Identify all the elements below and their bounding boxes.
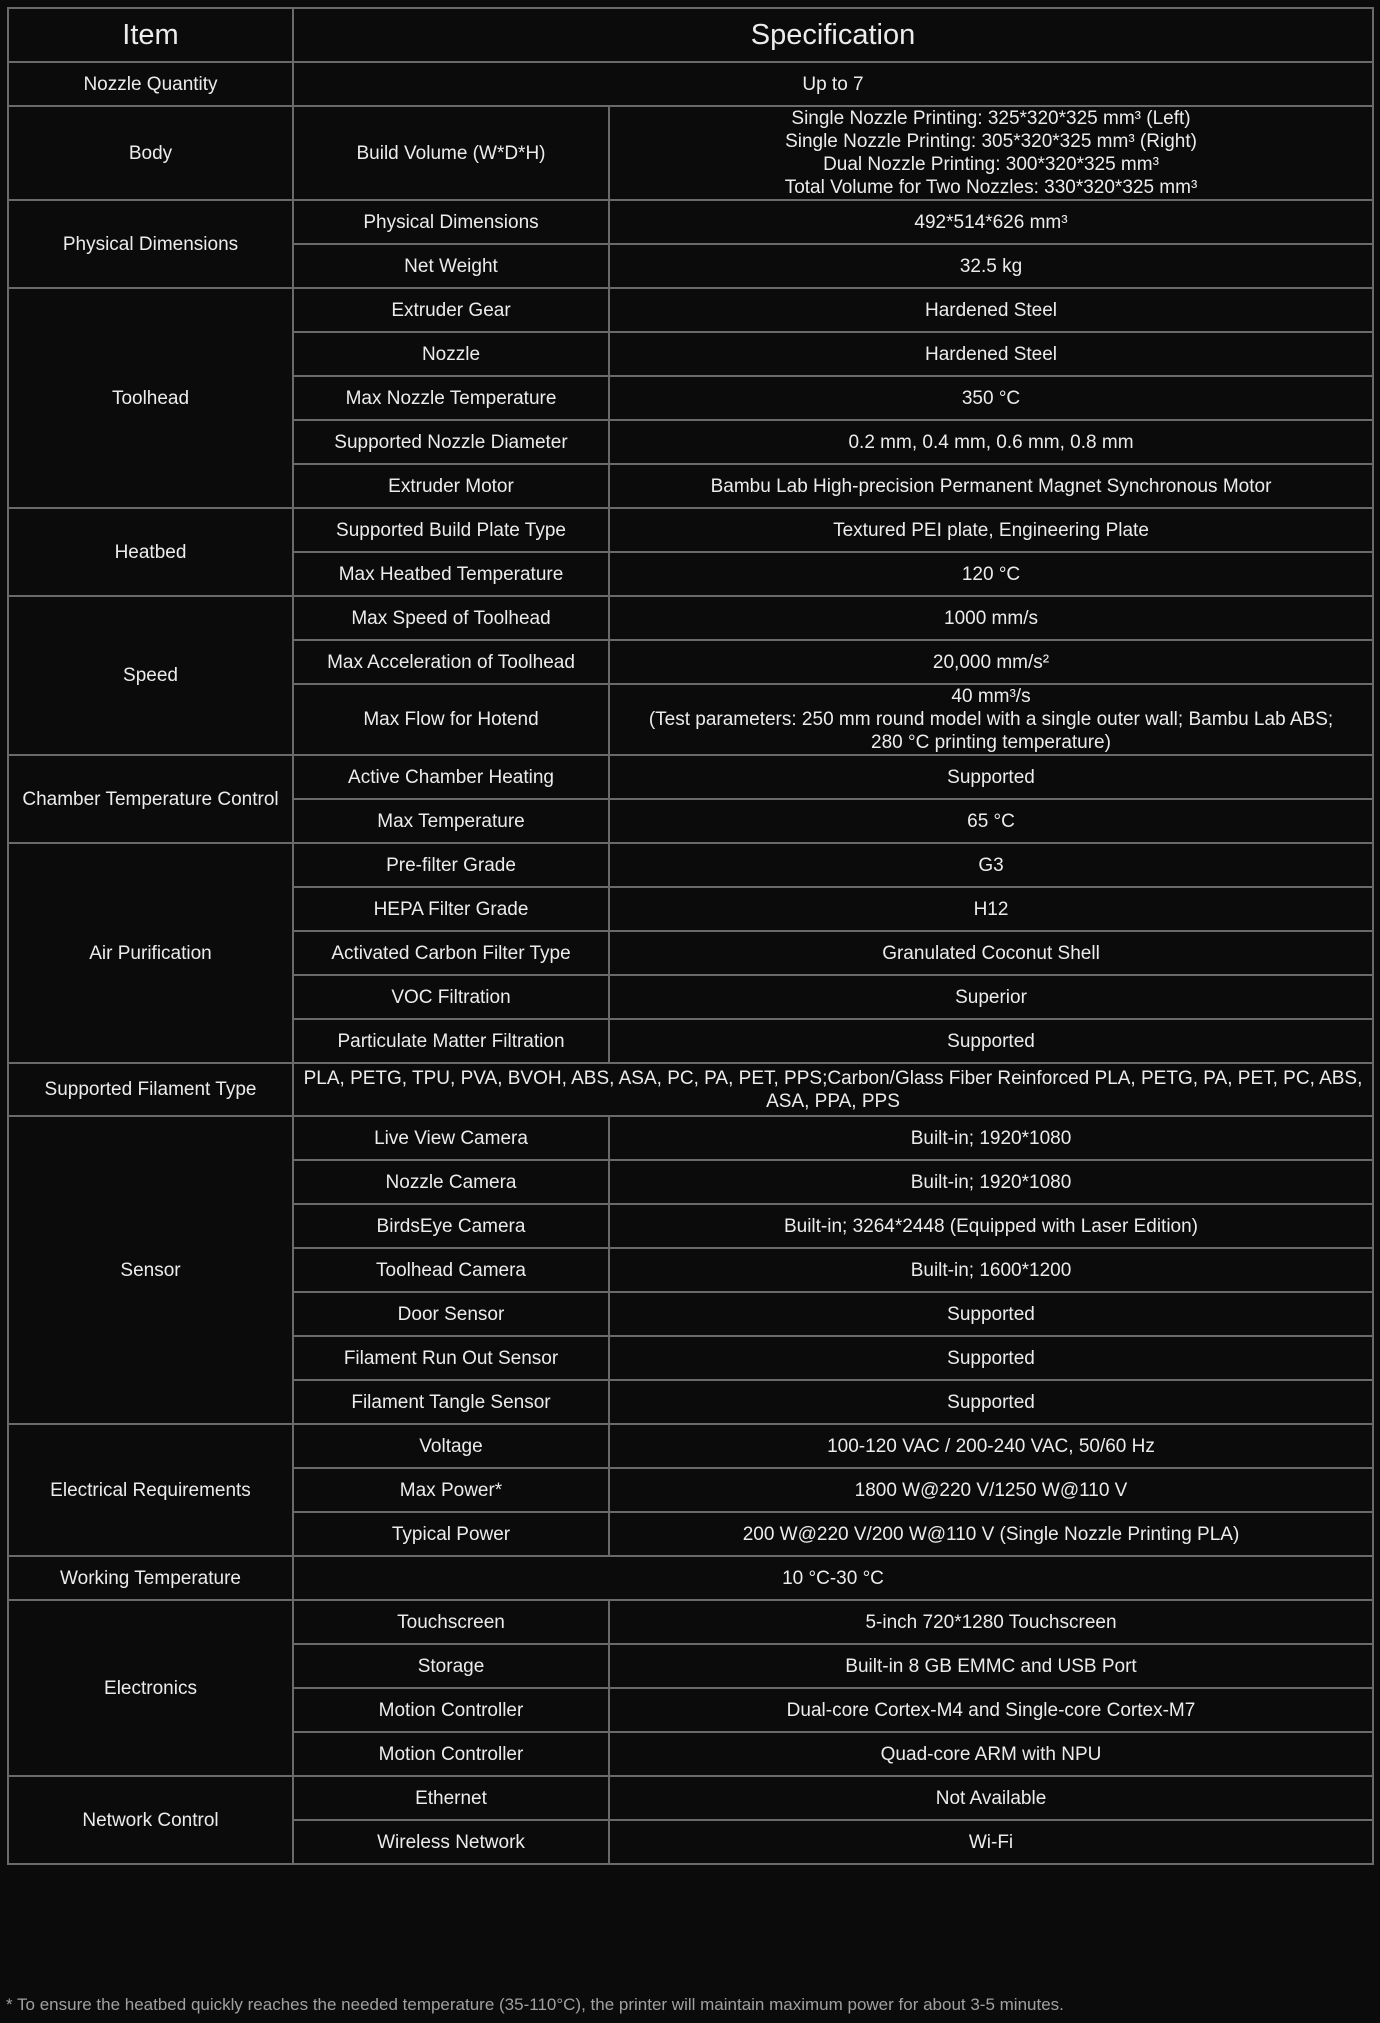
spec-value-line: 1800 W@220 V/1250 W@110 V <box>854 1479 1128 1501</box>
table-row <box>8 1063 1373 1116</box>
spec-value <box>609 1424 1373 1468</box>
spec-name: Max Acceleration of Toolhead <box>293 640 609 684</box>
table-row <box>8 1776 1373 1820</box>
group-cell: Heatbed <box>8 508 293 596</box>
spec-name: Pre-filter Grade <box>293 843 609 887</box>
spec-value <box>609 420 1373 464</box>
table-row <box>8 106 1373 200</box>
table-row <box>8 288 1373 332</box>
spec-value <box>609 332 1373 376</box>
spec-value-line: 65 °C <box>967 810 1015 832</box>
spec-name: Voltage <box>293 1424 609 1468</box>
spec-name: Net Weight <box>293 244 609 288</box>
spec-value <box>609 106 1373 200</box>
spec-name: Max Flow for Hotend <box>293 684 609 755</box>
spec-name: Extruder Motor <box>293 464 609 508</box>
table-row <box>8 1600 1373 1644</box>
spec-name: Activated Carbon Filter Type <box>293 931 609 975</box>
spec-value <box>609 1292 1373 1336</box>
group-cell: Speed <box>8 596 293 755</box>
spec-value-line: Total Volume for Two Nozzles: 330*320*325 mm³ <box>784 177 1198 198</box>
spec-value-line: Supported <box>947 1391 1035 1413</box>
spec-value-line: Dual-core Cortex-M4 and Single-core Cortex-M7 <box>786 1699 1196 1721</box>
group-cell: Working Temperature <box>8 1556 293 1600</box>
spec-name: Ethernet <box>293 1776 609 1820</box>
group-cell: Physical Dimensions <box>8 200 293 288</box>
spec-value <box>609 464 1373 508</box>
spec-value <box>609 843 1373 887</box>
spec-value-line: 1000 mm/s <box>944 607 1038 629</box>
spec-value-line: Superior <box>955 986 1027 1008</box>
group-cell: Electronics <box>8 1600 293 1776</box>
item-header: Item <box>8 8 293 62</box>
spec-value-line: 280 °C printing temperature) <box>871 732 1111 753</box>
spec-value <box>609 596 1373 640</box>
spec-value-line: Textured PEI plate, Engineering Plate <box>833 519 1149 541</box>
spec-value <box>609 1776 1373 1820</box>
spec-value-line: 5-inch 720*1280 Touchscreen <box>865 1611 1117 1633</box>
spec-value-line: Single Nozzle Printing: 325*320*325 mm³ (Left) <box>791 108 1191 129</box>
spec-name: Active Chamber Heating <box>293 755 609 799</box>
spec-value-line: 32.5 kg <box>959 255 1023 277</box>
spec-value: Up to 7 <box>293 62 1373 106</box>
spec-value-line: Supported <box>947 1030 1035 1052</box>
spec-value <box>609 887 1373 931</box>
spec-name: Nozzle <box>293 332 609 376</box>
spec-value-line: Dual Nozzle Printing: 300*320*325 mm³ <box>823 154 1159 175</box>
spec-value <box>609 1820 1373 1864</box>
spec-value-line: (Test parameters: 250 mm round model with a single outer wall; Bambu Lab ABS; <box>648 709 1334 730</box>
spec-name: Max Speed of Toolhead <box>293 596 609 640</box>
spec-value <box>609 931 1373 975</box>
spec-value <box>609 1644 1373 1688</box>
spec-name: Typical Power <box>293 1512 609 1556</box>
spec-name: Motion Controller <box>293 1732 609 1776</box>
spec-value <box>609 552 1373 596</box>
spec-value <box>609 975 1373 1019</box>
spec-value-line: Supported <box>947 1303 1035 1325</box>
spec-value <box>609 508 1373 552</box>
group-cell: Sensor <box>8 1116 293 1424</box>
spec-name: VOC Filtration <box>293 975 609 1019</box>
spec-value <box>609 799 1373 843</box>
table-row <box>8 843 1373 887</box>
spec-name: Toolhead Camera <box>293 1248 609 1292</box>
spec-value-line: Built-in; 1920*1080 <box>910 1171 1072 1193</box>
spec-name: Filament Tangle Sensor <box>293 1380 609 1424</box>
spec-value <box>609 755 1373 799</box>
spec-value-line: 100-120 VAC / 200-240 VAC, 50/60 Hz <box>827 1435 1155 1457</box>
spec-value <box>609 1160 1373 1204</box>
spec-value <box>609 1019 1373 1063</box>
spec-value-line: 350 °C <box>961 387 1021 409</box>
footnote: * To ensure the heatbed quickly reaches the needed temperature (35-110°C), the printer will maintain maximum power for about 3-5 minutes. <box>6 1995 1064 2014</box>
spec-value <box>609 640 1373 684</box>
spec-value-line: Granulated Coconut Shell <box>882 942 1100 964</box>
spec-value-line: H12 <box>973 898 1009 920</box>
spec-value-line: 120 °C <box>961 563 1021 585</box>
spec-value-line: Single Nozzle Printing: 305*320*325 mm³ (Right) <box>785 131 1197 152</box>
spec-value <box>609 376 1373 420</box>
spec-value <box>609 1248 1373 1292</box>
spec-table <box>7 7 1374 1865</box>
spec-name: HEPA Filter Grade <box>293 887 609 931</box>
group-cell: Toolhead <box>8 288 293 508</box>
spec-name: Extruder Gear <box>293 288 609 332</box>
table-row <box>8 1556 1373 1600</box>
spec-value-line: Hardened Steel <box>924 299 1058 321</box>
group-cell: Air Purification <box>8 843 293 1063</box>
spec-value <box>609 288 1373 332</box>
spec-name: Physical Dimensions <box>293 200 609 244</box>
table-row <box>8 62 1373 106</box>
spec-value-line: Built-in; 3264*2448 (Equipped with Laser Edition) <box>783 1215 1199 1237</box>
spec-value-line: Hardened Steel <box>924 343 1058 365</box>
spec-value-line: Built-in; 1600*1200 <box>910 1259 1072 1281</box>
spec-name: Storage <box>293 1644 609 1688</box>
group-cell: Supported Filament Type <box>8 1063 293 1116</box>
spec-name: Door Sensor <box>293 1292 609 1336</box>
spec-value <box>609 684 1373 755</box>
spec-value-line: Built-in 8 GB EMMC and USB Port <box>845 1655 1137 1677</box>
spec-name: Build Volume (W*D*H) <box>293 106 609 200</box>
spec-value <box>609 1688 1373 1732</box>
spec-value-line: 200 W@220 V/200 W@110 V (Single Nozzle Printing PLA) <box>742 1523 1240 1545</box>
table-row <box>8 200 1373 244</box>
spec-value <box>609 200 1373 244</box>
spec-value <box>609 244 1373 288</box>
spec-name: Max Power* <box>293 1468 609 1512</box>
table-row <box>8 596 1373 640</box>
spec-name: Supported Build Plate Type <box>293 508 609 552</box>
table-row <box>8 1116 1373 1160</box>
spec-value <box>609 1336 1373 1380</box>
spec-name: Max Temperature <box>293 799 609 843</box>
spec-value-line: 40 mm³/s <box>951 686 1031 707</box>
spec-value-line: Bambu Lab High-precision Permanent Magnet Synchronous Motor <box>710 475 1272 497</box>
spec-value-line: Not Available <box>935 1787 1047 1809</box>
group-cell: Electrical Requirements <box>8 1424 293 1556</box>
spec-value-line: Supported <box>947 766 1035 788</box>
spec-value-line: Quad-core ARM with NPU <box>880 1743 1102 1765</box>
spec-value <box>609 1468 1373 1512</box>
table-body <box>8 62 1373 1864</box>
spec-name: Max Heatbed Temperature <box>293 552 609 596</box>
group-cell: Chamber Temperature Control <box>8 755 293 843</box>
specification-header: Specification <box>293 8 1373 62</box>
spec-name: Live View Camera <box>293 1116 609 1160</box>
table-row <box>8 1424 1373 1468</box>
spec-name: Touchscreen <box>293 1600 609 1644</box>
spec-name: Nozzle Camera <box>293 1160 609 1204</box>
spec-value-line: 492*514*626 mm³ <box>914 211 1068 233</box>
spec-name: Supported Nozzle Diameter <box>293 420 609 464</box>
table-header-row <box>8 8 1373 62</box>
spec-value-line: 20,000 mm/s² <box>932 651 1050 673</box>
table-row <box>8 508 1373 552</box>
spec-value-line: 0.2 mm, 0.4 mm, 0.6 mm, 0.8 mm <box>848 431 1134 453</box>
spec-value-line: Wi-Fi <box>968 1831 1014 1853</box>
spec-name: Wireless Network <box>293 1820 609 1864</box>
spec-value-line: Built-in; 1920*1080 <box>910 1127 1072 1149</box>
spec-name: BirdsEye Camera <box>293 1204 609 1248</box>
spec-name: Max Nozzle Temperature <box>293 376 609 420</box>
spec-name: Motion Controller <box>293 1688 609 1732</box>
group-cell: Body <box>8 106 293 200</box>
spec-name: Filament Run Out Sensor <box>293 1336 609 1380</box>
spec-value <box>609 1732 1373 1776</box>
spec-value <box>609 1380 1373 1424</box>
group-cell: Network Control <box>8 1776 293 1864</box>
spec-name: Particulate Matter Filtration <box>293 1019 609 1063</box>
table-row <box>8 755 1373 799</box>
spec-value <box>609 1600 1373 1644</box>
spec-value: 10 °C-30 °C <box>293 1556 1373 1600</box>
spec-value: PLA, PETG, TPU, PVA, BVOH, ABS, ASA, PC, PA, PET, PPS;Carbon/Glass Fiber Reinforced PLA, PETG, PA, PET, PC, ABS, ASA, PPA, PPS <box>293 1063 1373 1116</box>
spec-value <box>609 1512 1373 1556</box>
spec-value-line: Supported <box>947 1347 1035 1369</box>
group-cell: Nozzle Quantity <box>8 62 293 106</box>
spec-value <box>609 1116 1373 1160</box>
spec-value-line: G3 <box>978 854 1004 876</box>
spec-value <box>609 1204 1373 1248</box>
